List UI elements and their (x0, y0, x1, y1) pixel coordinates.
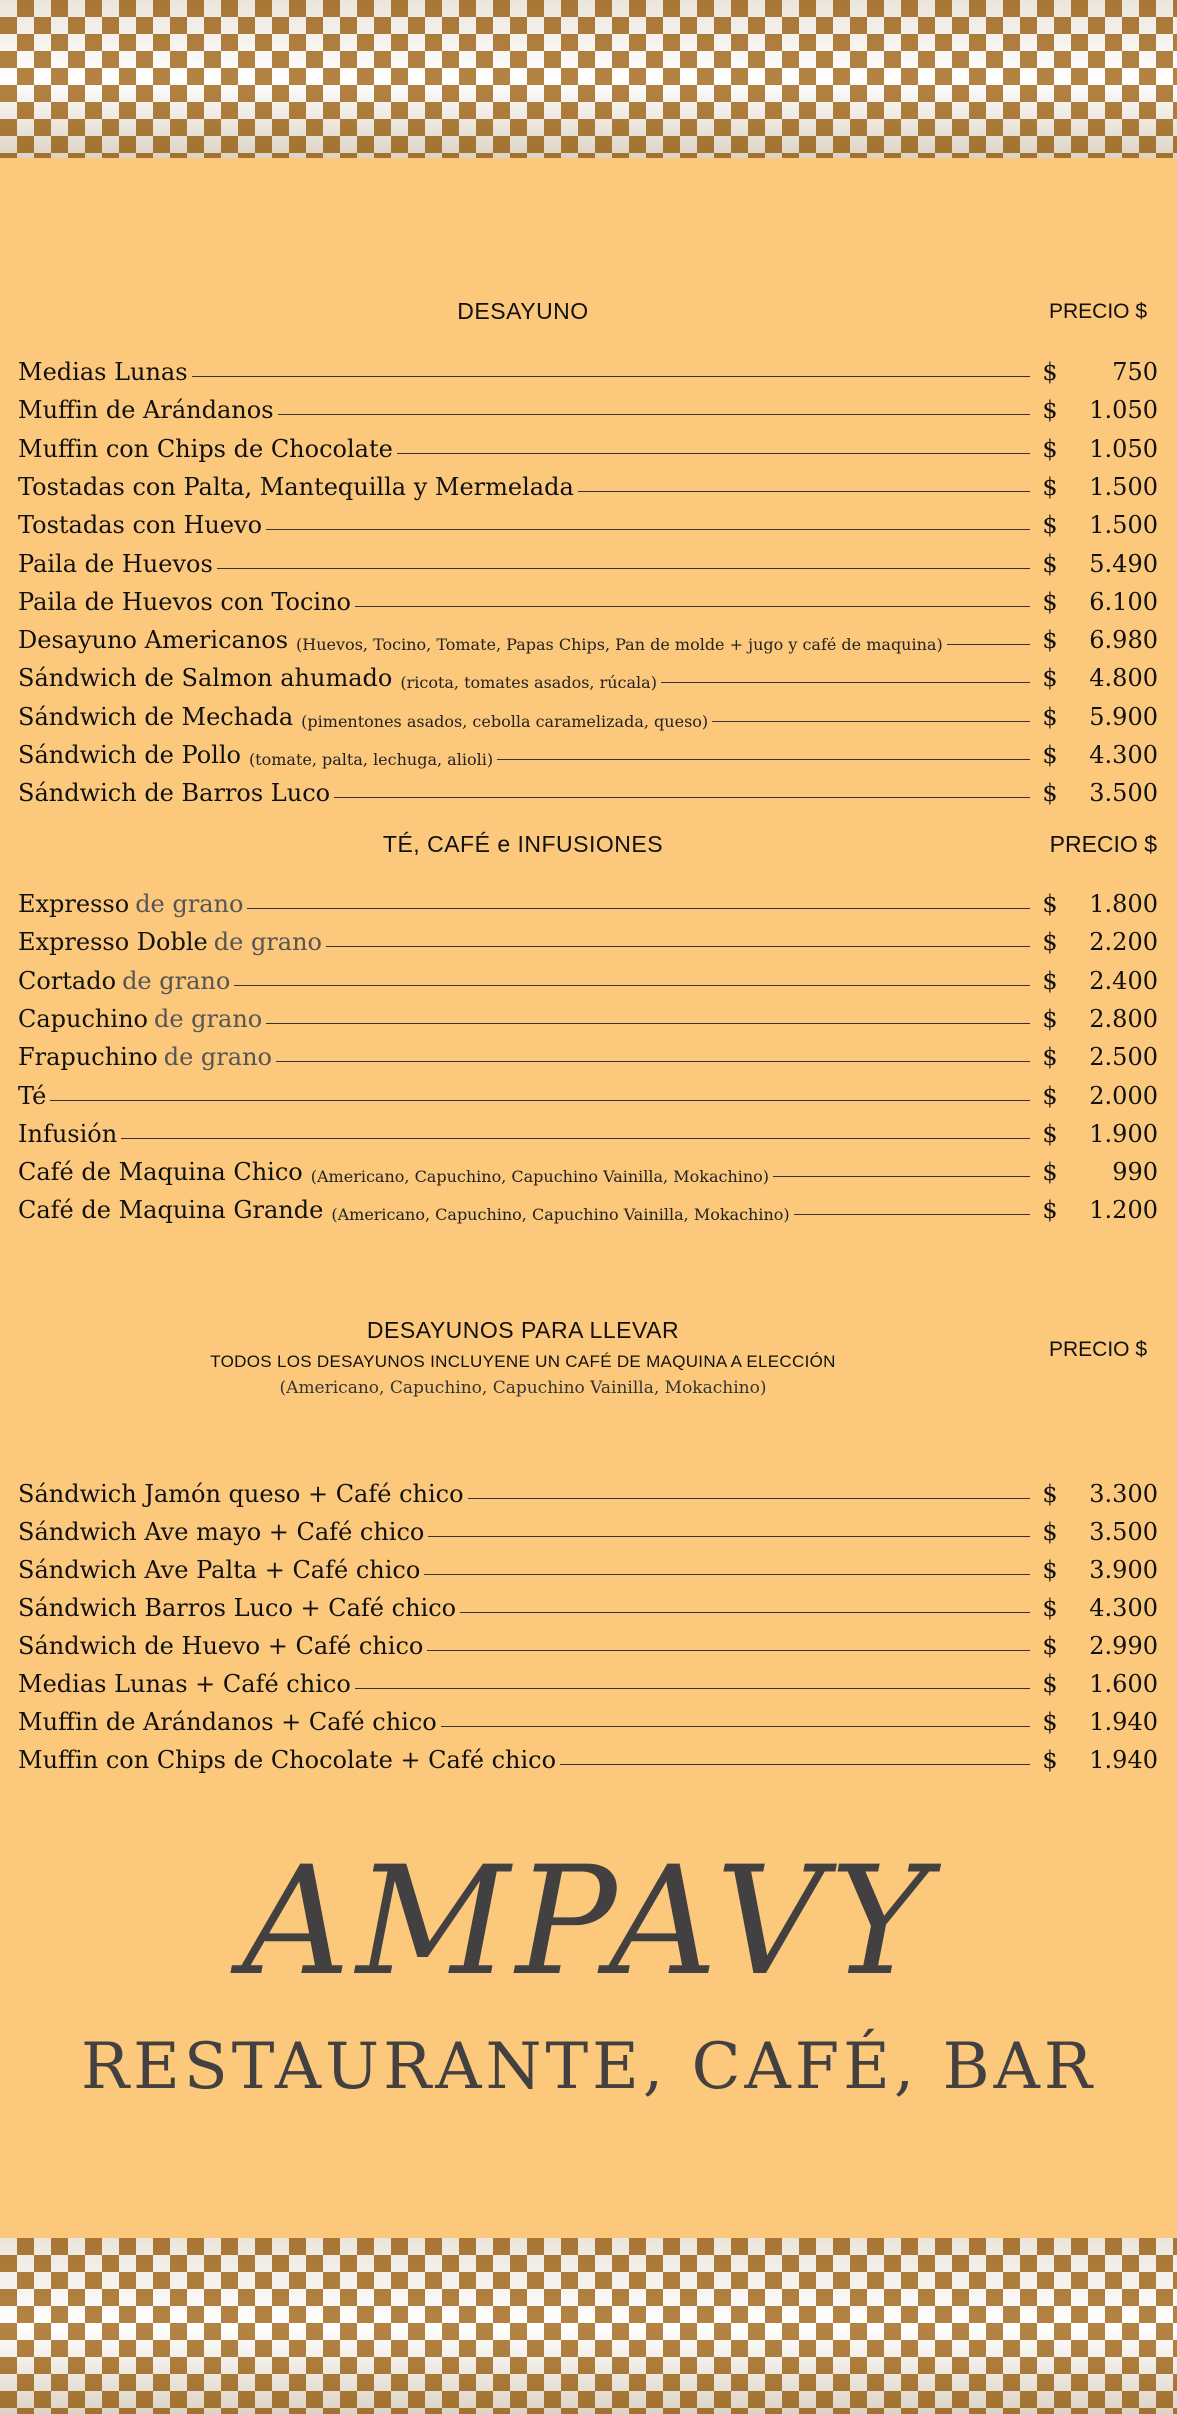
dotted-leader (947, 643, 1030, 645)
currency-sign: $ (1042, 741, 1058, 769)
currency-sign: $ (1042, 1119, 1058, 1148)
menu-item-price: 2.400 (1089, 966, 1158, 995)
menu-item-row (18, 1586, 1158, 1622)
menu-item-row (18, 1472, 1158, 1508)
menu-item-row (18, 1188, 1158, 1224)
currency-sign: $ (1042, 779, 1058, 808)
menu-item-price: 1.200 (1089, 1196, 1158, 1225)
menu-item-price: 1.500 (1089, 511, 1158, 540)
menu-item-row (18, 1510, 1158, 1546)
menu-item-row (18, 465, 1158, 501)
currency-sign: $ (1042, 587, 1058, 616)
menu-item-name: Tostadas con Palta, Mantequilla y Mermelada (18, 472, 574, 501)
dotted-leader (192, 375, 1030, 377)
menu-item-name: Café de Maquina Grande (18, 1196, 324, 1225)
currency-sign: $ (1042, 1594, 1058, 1622)
menu-item-price: 1.600 (1089, 1670, 1158, 1698)
dotted-leader (121, 1137, 1030, 1139)
price-header-desayuno: PRECIO $ (1048, 300, 1147, 323)
menu-item-row (18, 882, 1158, 918)
menu-item-price: 1.500 (1089, 472, 1158, 501)
menu-item-name: Sándwich de Barros Luco (18, 779, 331, 808)
menu-item-name: Expresso (18, 890, 130, 918)
dotted-leader (794, 1213, 1030, 1215)
menu-item-price: 3.500 (1089, 1518, 1158, 1546)
currency-sign: $ (1042, 1196, 1058, 1225)
price-header-para-llevar: PRECIO $ (1048, 1338, 1147, 1361)
checker-border-bottom (0, 2238, 1177, 2414)
menu-item-price: 750 (1112, 358, 1158, 386)
menu-item-price: 2.200 (1089, 928, 1158, 957)
dotted-leader (427, 1649, 1030, 1651)
menu-item-row (18, 388, 1158, 424)
currency-sign: $ (1042, 511, 1058, 540)
checker-border-top (0, 0, 1177, 158)
menu-item-row (18, 503, 1158, 539)
menu-item-row (18, 542, 1158, 578)
menu-item-name: Capuchino (18, 1004, 148, 1033)
menu-item-row (18, 1548, 1158, 1584)
menu-item-price: 5.900 (1089, 702, 1158, 731)
section-title-desayuno: DESAYUNO (457, 298, 589, 324)
menu-item-row (18, 695, 1158, 731)
menu-item-variant: de grano (213, 928, 322, 957)
menu-item-row (18, 1035, 1158, 1071)
dotted-leader (50, 1099, 1030, 1101)
menu-item-row (18, 997, 1158, 1033)
menu-item-price: 5.490 (1089, 549, 1158, 578)
brand-name: AMPAVY (241, 1835, 936, 2009)
menu-item-variant: de grano (153, 1004, 263, 1033)
menu-item-price: 4.800 (1089, 664, 1158, 693)
menu-item-price: 1.050 (1089, 396, 1158, 425)
currency-sign: $ (1042, 1632, 1058, 1660)
menu-item-row (18, 1074, 1158, 1110)
menu-item-variant: de grano (122, 966, 231, 995)
menu-item-row (18, 1150, 1158, 1186)
dotted-leader (266, 528, 1030, 530)
menu-item-note: (Americano, Capuchino, Capuchino Vainilla, Mokachino) (331, 1205, 790, 1225)
menu-item-name: Medias Lunas + Café chico (18, 1670, 351, 1698)
menu-item-name: Muffin de Arándanos (18, 396, 274, 425)
dotted-leader (217, 567, 1030, 569)
menu-item-note: (Americano, Capuchino, Capuchino Vainilla, Mokachino) (310, 1167, 770, 1187)
menu-item-price: 2.000 (1089, 1081, 1158, 1110)
menu-item-row (18, 427, 1158, 463)
menu-item-row (18, 1624, 1158, 1660)
menu-item-price: 1.050 (1089, 434, 1158, 463)
menu-item-row (18, 350, 1158, 386)
menu-item-row (18, 959, 1158, 995)
currency-sign: $ (1042, 1670, 1058, 1698)
dotted-leader (424, 1573, 1030, 1575)
currency-sign: $ (1042, 472, 1058, 501)
currency-sign: $ (1042, 1043, 1058, 1072)
menu-item-name: Sándwich de Salmon ahumado (18, 664, 393, 693)
menu-item-name: Desayuno Americanos (18, 626, 289, 655)
dotted-leader (497, 758, 1030, 760)
menu-item-name: Sándwich Ave Palta + Café chico (18, 1556, 421, 1584)
dotted-leader (247, 907, 1030, 909)
currency-sign: $ (1042, 1081, 1058, 1110)
currency-sign: $ (1042, 1004, 1058, 1033)
currency-sign: $ (1042, 890, 1058, 918)
dotted-leader (266, 1022, 1030, 1024)
menu-item-row (18, 733, 1158, 769)
menu-item-name: Muffin con Chips de Chocolate (18, 434, 393, 463)
currency-sign: $ (1042, 396, 1058, 425)
dotted-leader (468, 1497, 1030, 1499)
dotted-leader (712, 720, 1030, 722)
menu-item-price: 2.800 (1089, 1004, 1158, 1033)
menu-item-name: Paila de Huevos (18, 549, 213, 578)
menu-item-variant: de grano (163, 1043, 272, 1072)
menu-item-row (18, 656, 1158, 692)
dotted-leader (460, 1611, 1030, 1613)
menu-item-name: Sándwich de Huevo + Café chico (18, 1632, 424, 1660)
dotted-leader (276, 1060, 1030, 1062)
currency-sign: $ (1042, 702, 1058, 731)
menu-item-note: (ricota, tomates asados, rúcala) (400, 673, 657, 693)
menu-item-price: 2.990 (1089, 1632, 1158, 1660)
menu-item-name: Expresso Doble (18, 928, 208, 957)
section-subnote-para-llevar: (Americano, Capuchino, Capuchino Vainilla, Mokachino) (279, 1378, 767, 1398)
menu-item-row (18, 580, 1158, 616)
menu-item-note: (pimentones asados, cebolla caramelizada, queso) (301, 711, 709, 731)
menu-item-name: Sándwich Ave mayo + Café chico (18, 1518, 425, 1546)
menu-item-name: Muffin de Arándanos + Café chico (18, 1708, 437, 1736)
dotted-leader (560, 1763, 1030, 1765)
dotted-leader (355, 605, 1030, 607)
currency-sign: $ (1042, 1480, 1058, 1508)
menu-item-name: Café de Maquina Chico (18, 1158, 303, 1187)
dotted-leader (441, 1725, 1030, 1727)
currency-sign: $ (1042, 1158, 1058, 1187)
menu-item-price: 1.940 (1089, 1746, 1158, 1774)
menu-item-name: Sándwich Barros Luco + Café chico (18, 1594, 457, 1622)
currency-sign: $ (1042, 1518, 1058, 1546)
menu-item-price: 6.100 (1089, 587, 1158, 616)
currency-sign: $ (1042, 1708, 1058, 1736)
menu-item-name: Sándwich de Pollo (18, 741, 241, 769)
dotted-leader (234, 984, 1030, 986)
dotted-leader (397, 452, 1030, 454)
dotted-leader (661, 681, 1030, 683)
menu-item-name: Té (18, 1081, 47, 1110)
dotted-leader (428, 1535, 1030, 1537)
dotted-leader (355, 1687, 1030, 1689)
menu-item-note: (tomate, palta, lechuga, alioli) (248, 750, 494, 769)
menu-item-price: 1.800 (1089, 890, 1158, 918)
menu-item-row (18, 618, 1158, 654)
menu-item-price: 4.300 (1089, 1594, 1158, 1622)
section-title-para-llevar: DESAYUNOS PARA LLEVAR (366, 1317, 680, 1343)
menu-item-row (18, 920, 1158, 956)
menu-item-variant: de grano (135, 890, 244, 918)
menu-item-price: 6.980 (1089, 626, 1158, 655)
menu-item-price: 3.500 (1089, 779, 1158, 808)
menu-item-row (18, 1700, 1158, 1736)
currency-sign: $ (1042, 928, 1058, 957)
dotted-leader (578, 490, 1030, 492)
menu-item-price: 3.900 (1089, 1556, 1158, 1584)
menu-item-name: Sándwich de Mechada (18, 702, 294, 731)
menu-item-row (18, 1112, 1158, 1148)
dotted-leader (326, 945, 1030, 947)
menu-item-name: Infusión (18, 1119, 118, 1148)
menu-item-note: (Huevos, Tocino, Tomate, Papas Chips, Pan de molde + jugo y café de maquina) (296, 635, 943, 655)
currency-sign: $ (1042, 1556, 1058, 1584)
menu-item-row (18, 771, 1158, 807)
brand-tagline: RESTAURANTE, CAFÉ, BAR (80, 2030, 1097, 2104)
dotted-leader (278, 413, 1030, 415)
section-title-te-cafe: TÉ, CAFÉ e INFUSIONES (382, 831, 664, 857)
menu-item-row (18, 1738, 1158, 1774)
menu-item-price: 2.500 (1089, 1043, 1158, 1072)
currency-sign: $ (1042, 358, 1058, 386)
currency-sign: $ (1042, 549, 1058, 578)
menu-item-price: 3.300 (1089, 1480, 1158, 1508)
dotted-leader (334, 796, 1030, 798)
menu-item-name: Tostadas con Huevo (18, 511, 263, 540)
currency-sign: $ (1042, 664, 1058, 693)
price-header-te-cafe: PRECIO $ (1049, 831, 1157, 857)
menu-item-price: 4.300 (1089, 741, 1158, 769)
menu-item-name: Paila de Huevos con Tocino (18, 587, 351, 616)
currency-sign: $ (1042, 966, 1058, 995)
menu-item-name: Cortado (18, 966, 117, 995)
currency-sign: $ (1042, 1746, 1058, 1774)
menu-item-name: Sándwich Jamón queso + Café chico (18, 1480, 464, 1508)
menu-item-name: Muffin con Chips de Chocolate + Café chico (18, 1746, 557, 1774)
menu-item-price: 990 (1112, 1158, 1158, 1187)
currency-sign: $ (1042, 434, 1058, 463)
menu-item-price: 1.940 (1089, 1708, 1158, 1736)
dotted-leader (773, 1175, 1030, 1177)
menu-item-row (18, 1662, 1158, 1698)
menu-item-name: Medias Lunas (18, 358, 188, 386)
menu-item-price: 1.900 (1089, 1119, 1158, 1148)
currency-sign: $ (1042, 626, 1058, 655)
section-subtitle-para-llevar: TODOS LOS DESAYUNOS INCLUYENE UN CAFÉ DE MAQUINA A ELECCIÓN (210, 1352, 836, 1371)
menu-item-name: Frapuchino (18, 1043, 158, 1072)
